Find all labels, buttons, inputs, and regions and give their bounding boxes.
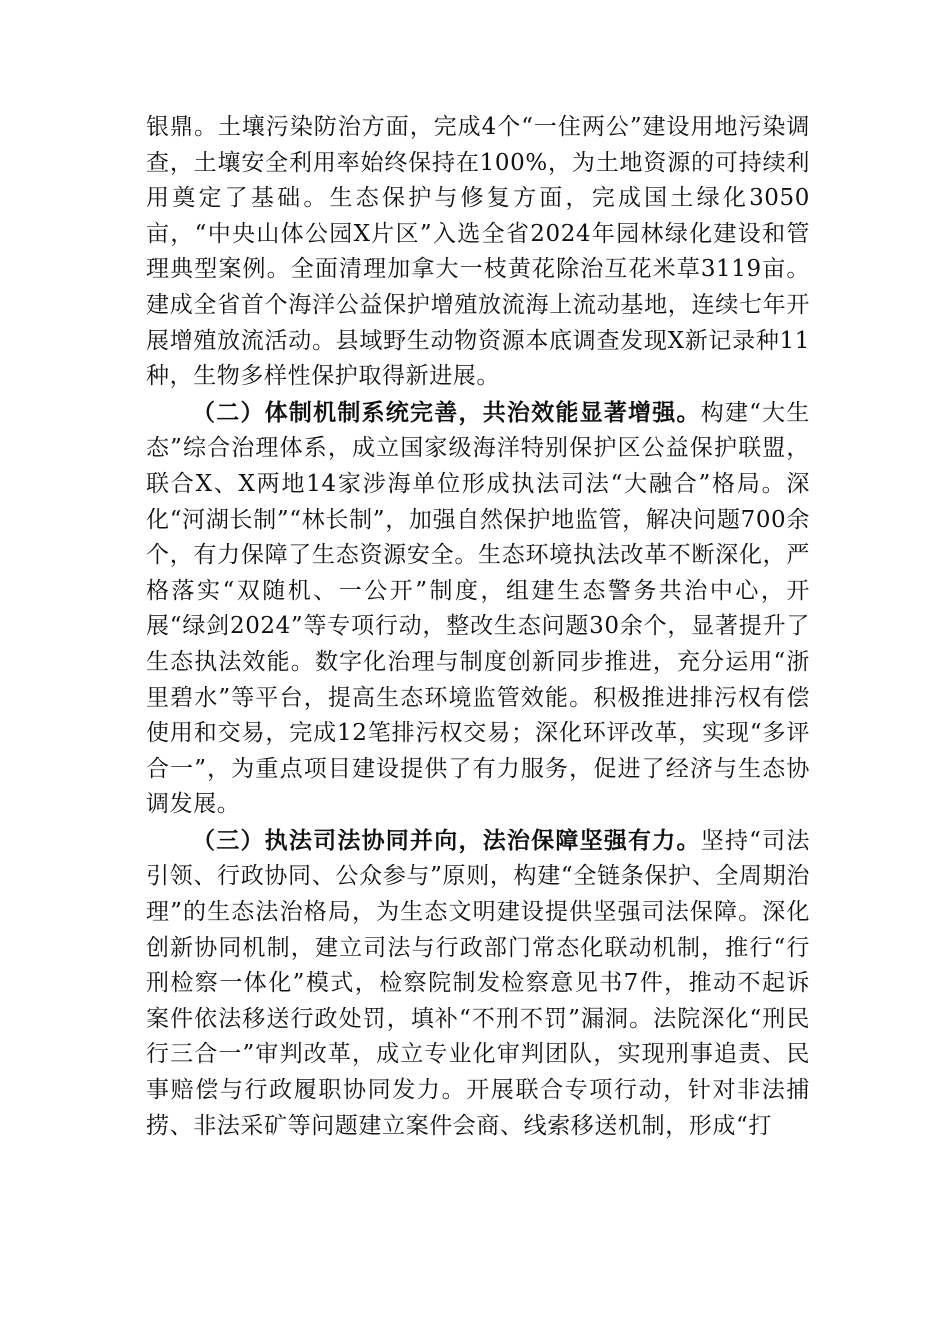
paragraph-text: 构建“大生态”综合治理体系，成立国家级海洋特别保护区公益保护联盟，联合X、X两地14家涉海单位形成执法司法“大融合”格局。深化“河湖长制”“林长制”，加强自然保护地监管，解决问题700余个，有力保障了生态资源安全。生态环境执法改革不断深化，严格落实“双随机、一公开”制度，组建生态警务共治中心，开展“绿剑2024”等专项行动，整改生态问题30余个，显著提升了生态执法效能。数字化治理与制度创新同步推进，充分运用“浙里碧水”等平台，提高生态环境监管效能。积极推进排污权有偿使用和交易，完成12笔排污权交易；深化环评改革，实现“多评合一”，为重点项目建设提供了有力服务，促进了经济与生态协调发展。	[146, 399, 810, 818]
paragraph-continuation	[146, 110, 810, 395]
paragraph-section-2	[146, 395, 810, 823]
document-body	[146, 110, 810, 1144]
paragraph-section-3	[146, 823, 810, 1144]
section-heading-2: （二）体制机制系统完善，共治效能显著增强。	[192, 398, 701, 426]
paragraph-text: 银鼎。土壤污染防治方面，完成4个“一住两公”建设用地污染调查，土壤安全利用率始终保持在100%，为土地资源的可持续利用奠定了基础。生态保护与修复方面，完成国土绿化3050亩，“中央山体公园X片区”入选全省2024年园林绿化建设和管理典型案例。全面清理加拿大一枝黄花除治互花米草3119亩。建成全省首个海洋公益保护增殖放流海上流动基地，连续七年开展增殖放流活动。县域野生动物资源本底调查发现X新记录种11种，生物多样性保护取得新进展。	[146, 114, 810, 390]
section-heading-3: （三）执法司法协同并向，法治保障坚强有力。	[192, 826, 701, 854]
paragraph-text: 坚持“司法引领、行政协同、公众参与”原则，构建“全链条保护、全周期治理”的生态法治格局，为生态文明建设提供坚强司法保障。深化创新协同机制，建立司法与行政部门常态化联动机制，推行“行刑检察一体化”模式，检察院制发检察意见书7件，推动不起诉案件依法移送行政处罚，填补“不刑不罚”漏洞。法院深化“刑民行三合一”审判改革，成立专业化审判团队，实现刑事追责、民事赔偿与行政履职协同发力。开展联合专项行动，针对非法捕捞、非法采矿等问题建立案件会商、线索移送机制，形成“打	[146, 827, 810, 1139]
